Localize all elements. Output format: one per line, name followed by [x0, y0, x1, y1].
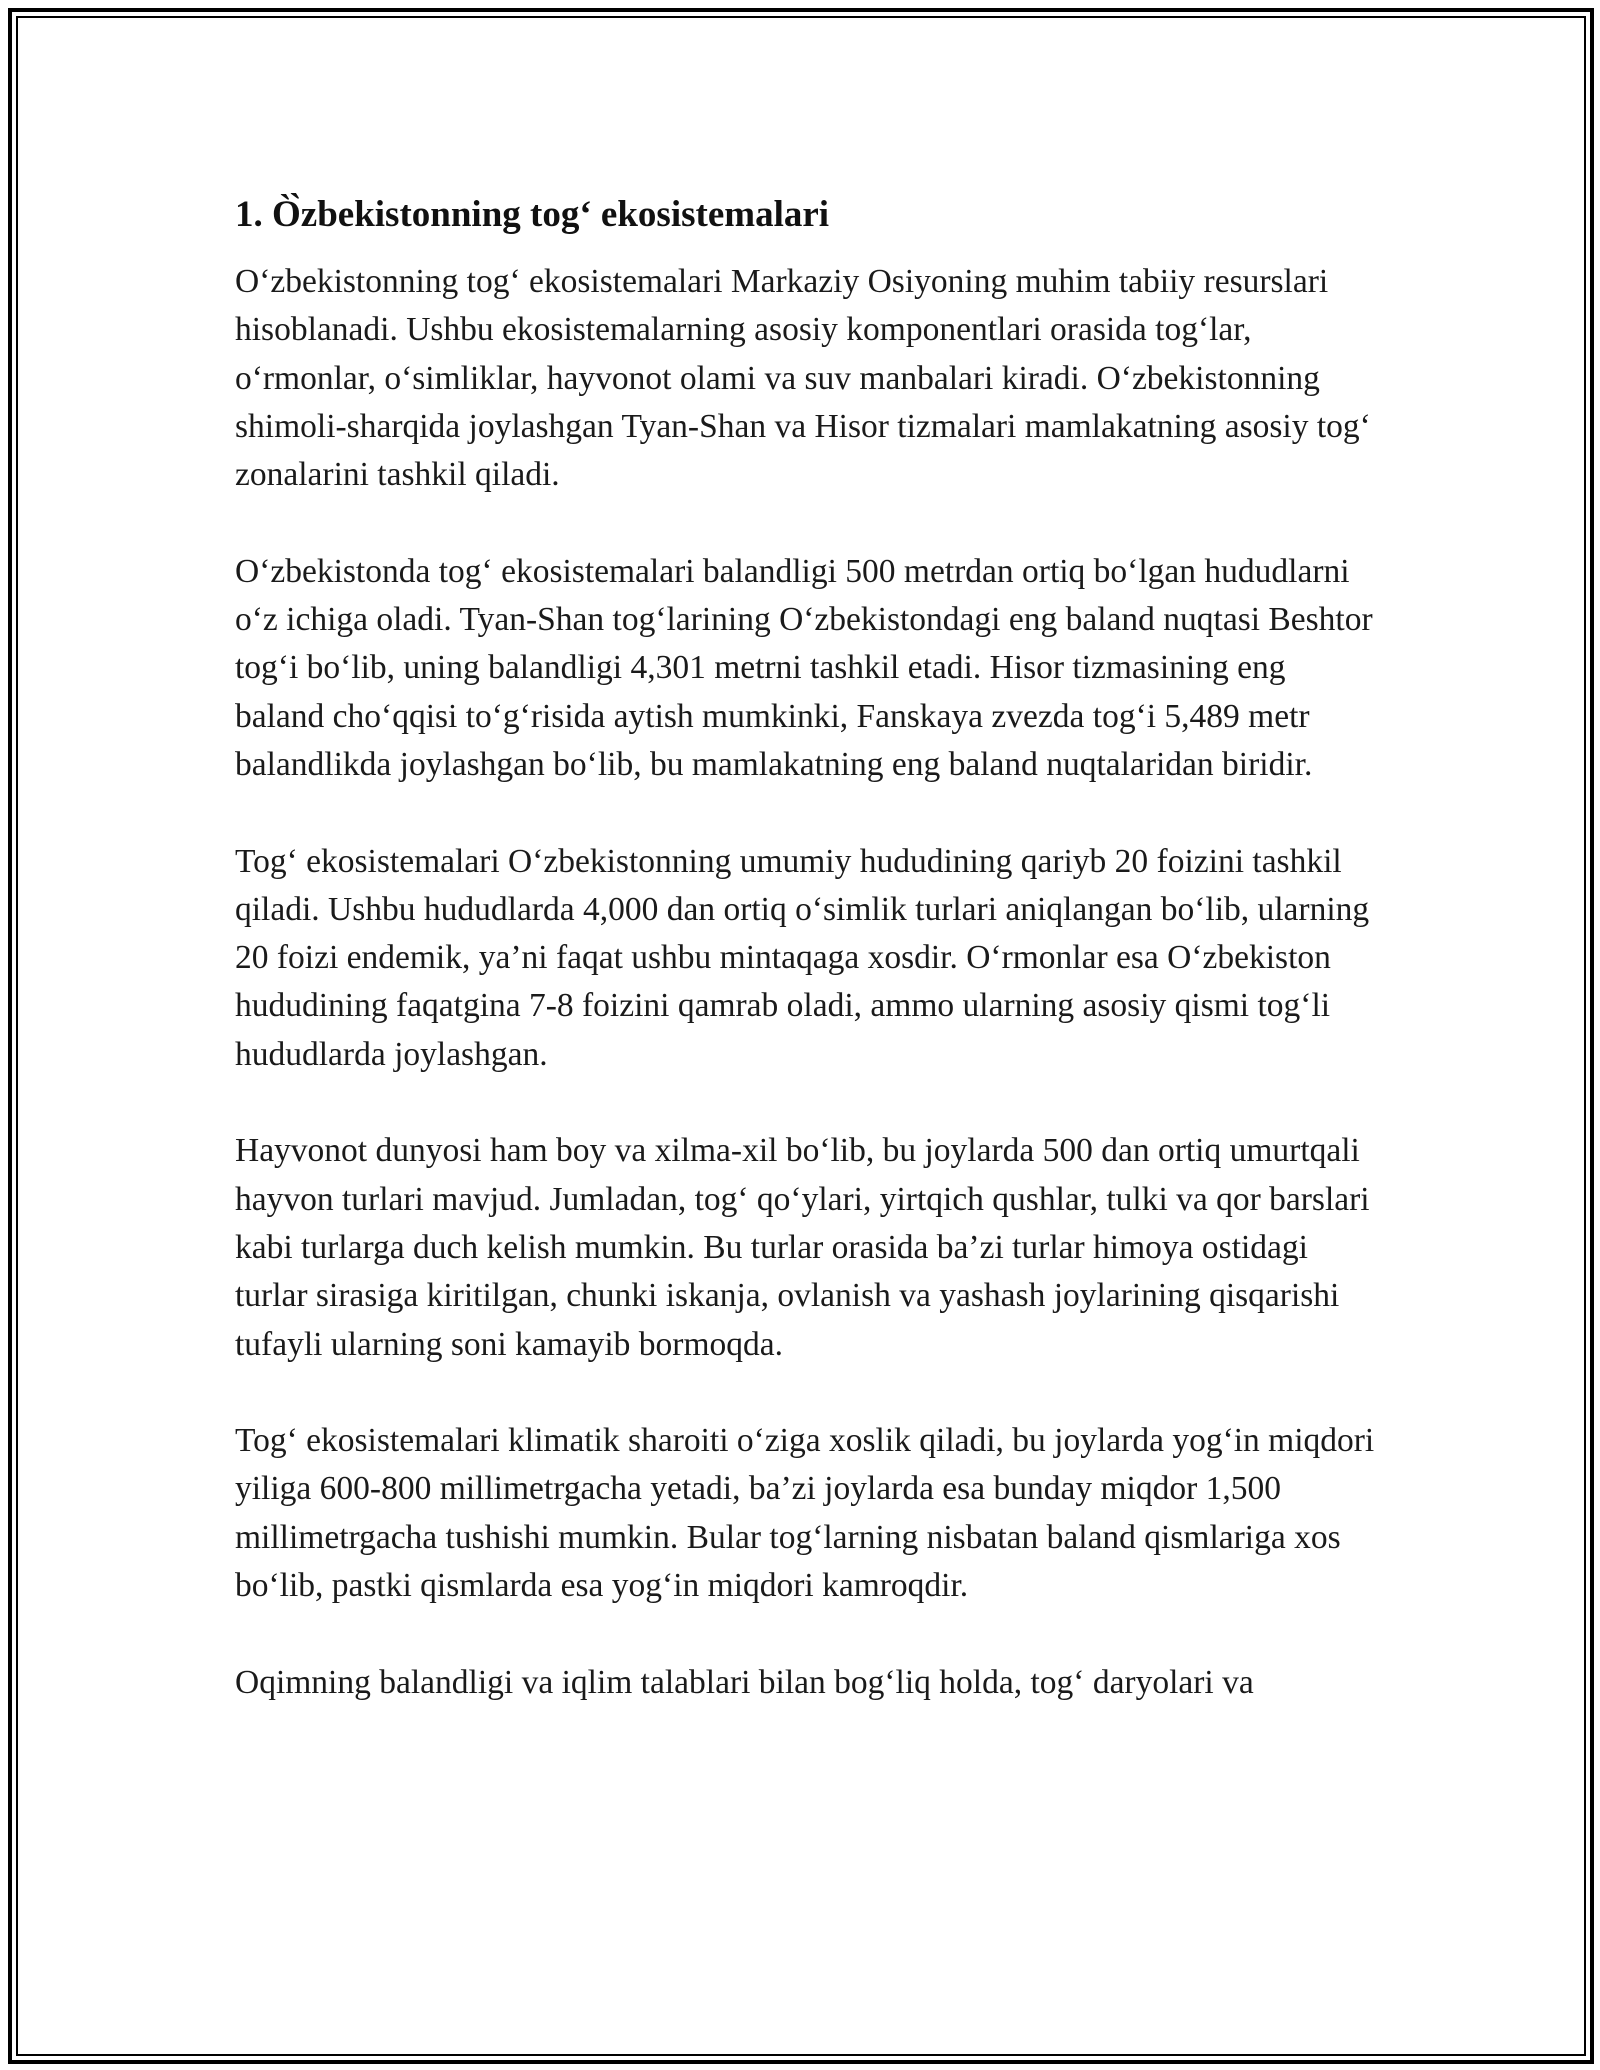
document-body — [235, 186, 1375, 1755]
paragraph-5: Tog‘ ekosistemalari klimatik sharoiti o‘ziga xoslik qiladi, bu joylarda yog‘in miqdori yiliga 600-800 millimetrgacha yetadi, ba’zi joylarda esa bunday miqdor 1,500 millimetrgacha tushishi mumkin. Bular tog‘larning nisbatan baland qismlariga xos bo‘lib, pastki qismlarda esa yog‘in miqdori kamroqdir. — [235, 1422, 1375, 1605]
paragraph-4: Hayvonot dunyosi ham boy va xilma-xil bo‘lib, bu joylarda 500 dan ortiq umurtqali hayvon turlari mavjud. Jumladan, tog‘ qo‘ylari, yirtqich qushlar, tulki va qor barslari kabi turlarga duch kelish mumkin. Bu turlar orasida ba’zi turlar himoya ostidagi turlar sirasiga kiritilgan, chunki iskanja, ovlanish va yashash joylarining qisqarishi tufayli ularning soni kamayib bormoqda. — [235, 1132, 1370, 1363]
section-heading: 1. Ò̀zbekistonning tog‘ ekosistemalari — [235, 194, 830, 235]
paragraph-1: O‘zbekistonning tog‘ ekosistemalari Markaziy Osiyoning muhim tabiiy resurslari hisoblanadi. Ushbu ekosistemalarning asosiy komponentlari orasida tog‘lar, o‘rmonlar, o‘simliklar, hayvonot olami va suv manbalari kiradi. O‘zbekistonning shimoli-sharqida joylashgan Tyan-Shan va Hisor tizmalari mamlakatning asosiy tog‘ zonalarini tashkil qiladi. — [235, 263, 1371, 494]
paragraph-3: Tog‘ ekosistemalari O‘zbekistonning umumiy hududining qariyb 20 foizini tashkil qiladi. Ushbu hududlarda 4,000 dan ortiq o‘simlik turlari aniqlangan bo‘lib, ularning 20 foizi endemik, ya’ni faqat ushbu mintaqaga xosdir. O‘rmonlar esa O‘zbekiston hududining faqatgina 7-8 foizini qamrab oladi, ammo ularning asosiy qismi tog‘li hududlarda joylashgan. — [235, 842, 1370, 1073]
paragraph-2: O‘zbekistonda tog‘ ekosistemalari balandligi 500 metrdan ortiq bo‘lgan hududlarni o‘z ichiga oladi. Tyan-Shan tog‘larining O‘zbekistondagi eng baland nuqtasi Beshtor tog‘i bo‘lib, uning balandligi 4,301 metrni tashkil etadi. Hisor tizmasining eng baland cho‘qqisi to‘g‘risida aytish mumkinki, Fanskaya zvezda tog‘i 5,489 metr balandlikda joylashgan bo‘lib, bu mamlakatning eng baland nuqtalaridan biridir. — [235, 552, 1373, 783]
paragraph-6: Oqimning balandligi va iqlim talablari bilan bog‘liq holda, tog‘ daryolari va — [235, 1663, 1254, 1701]
